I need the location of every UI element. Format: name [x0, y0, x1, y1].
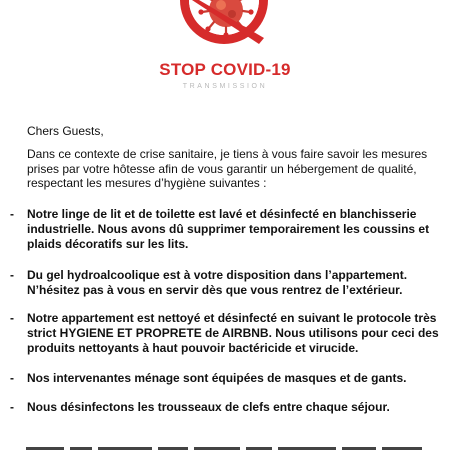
- logo-subtitle: TRANSMISSION: [182, 83, 268, 90]
- logo: [0, 0, 450, 100]
- logo-title: STOP COVID-19: [159, 60, 291, 79]
- measure-text: Nos intervenantes ménage sont équipées de masques et de gants.: [27, 371, 407, 385]
- greeting: Chers Guests,: [27, 124, 104, 138]
- bullet-dash: -: [10, 371, 14, 385]
- bullet-dash: -: [10, 400, 14, 414]
- measure-text: Nous désinfectons les trousseaux de clefs entre chaque séjour.: [27, 400, 390, 414]
- measure-text: Notre linge de lit et de toilette est lavé et désinfecté en blanchisserie industrielle. Nous avons dû supprimer temporairement les coussins et plaids décoratifs sur les lits.: [27, 207, 430, 251]
- virus-icon: [168, 0, 280, 50]
- bullet-dash: -: [10, 268, 14, 282]
- measure-text: Du gel hydroalcoolique est à votre disposition dans l’appartement. N’hésitez pas à vous en servir dès que vous rentrez de l’extérieur.: [27, 268, 408, 297]
- bullet-dash: -: [10, 207, 14, 221]
- bullet-dash: -: [10, 311, 14, 325]
- measure-text: Notre appartement est nettoyé et désinfecté en suivant le protocole très strict HYGIENE ET PROPRETE de AIRBNB. Nous utilisons pour ceci des produits nettoyants à haut pouvoir bactéricide et virucide.: [27, 311, 439, 355]
- cut-off-text-line: [26, 446, 426, 450]
- intro-paragraph: Dans ce contexte de crise sanitaire, je tiens à vous faire savoir les mesures prises par votre hôtesse afin de vous garantir un hébergement de qualité, respectant les mesures d’hygiène suivantes :: [27, 147, 428, 190]
